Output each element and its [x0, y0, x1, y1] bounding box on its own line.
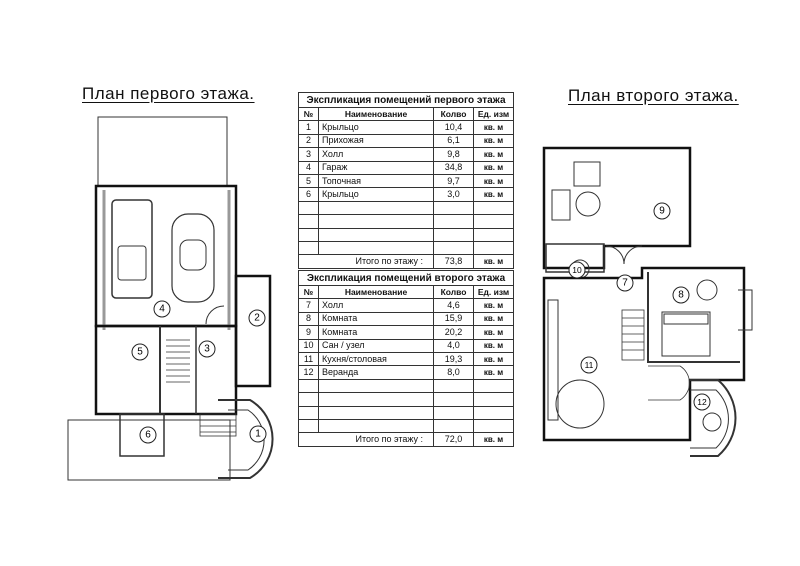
col-header-unit: Ед. изм	[474, 108, 514, 121]
room-marker-5	[132, 344, 148, 360]
row-name: Холл	[319, 148, 434, 161]
row-amount: 4,6	[434, 299, 474, 312]
row-unit: кв. м	[474, 134, 514, 147]
room-marker-4	[154, 301, 170, 317]
row-number: 6	[299, 188, 319, 201]
row-unit: кв. м	[474, 174, 514, 187]
row-amount: 6,1	[434, 134, 474, 147]
col-header-amount: Колво	[434, 286, 474, 299]
row-number: 11	[299, 352, 319, 365]
row-amount: 15,9	[434, 312, 474, 325]
row-unit: кв. м	[474, 339, 514, 352]
room-number-10: 10	[572, 265, 582, 275]
row-name: Гараж	[319, 161, 434, 174]
room-number-8: 8	[678, 289, 684, 301]
row-number: 3	[299, 148, 319, 161]
row-name: Топочная	[319, 174, 434, 187]
col-header-unit: Ед. изм	[474, 286, 514, 299]
row-number: 1	[299, 121, 319, 134]
room-number-12: 12	[697, 397, 707, 407]
row-amount: 8,0	[434, 366, 474, 379]
col-header-name: Наименование	[319, 108, 434, 121]
total-label: Итого по этажу :	[299, 433, 434, 446]
row-unit: кв. м	[474, 121, 514, 134]
row-unit: кв. м	[474, 326, 514, 339]
room-marker-1	[250, 426, 266, 442]
row-name: Веранда	[319, 366, 434, 379]
room-marker-3	[199, 341, 215, 357]
room-number-5: 5	[137, 346, 143, 358]
row-unit: кв. м	[474, 366, 514, 379]
row-name: Кухня/столовая	[319, 352, 434, 365]
total-value: 73,8	[434, 255, 474, 268]
row-number: 8	[299, 312, 319, 325]
row-number: 4	[299, 161, 319, 174]
first-floor-plan	[68, 117, 273, 480]
room-marker-11	[581, 357, 597, 373]
row-amount: 19,3	[434, 352, 474, 365]
row-amount: 9,8	[434, 148, 474, 161]
table-caption: Экспликация помещений второго этажа	[299, 271, 514, 286]
row-amount: 3,0	[434, 188, 474, 201]
room-marker-12	[694, 394, 710, 410]
row-amount: 20,2	[434, 326, 474, 339]
col-header-amount: Колво	[434, 108, 474, 121]
row-name: Прихожая	[319, 134, 434, 147]
room-marker-8	[673, 287, 689, 303]
row-name: Крыльцо	[319, 188, 434, 201]
row-unit: кв. м	[474, 161, 514, 174]
total-value: 72,0	[434, 433, 474, 446]
second-floor-plan	[544, 148, 752, 456]
room-marker-9	[654, 203, 670, 219]
row-number: 12	[299, 366, 319, 379]
room-number-11: 11	[584, 360, 594, 370]
row-number: 10	[299, 339, 319, 352]
total-unit: кв. м	[474, 433, 514, 446]
row-number: 7	[299, 299, 319, 312]
row-name: Холл	[319, 299, 434, 312]
room-marker-2	[249, 310, 265, 326]
row-amount: 9,7	[434, 174, 474, 187]
room-number-1: 1	[255, 428, 261, 440]
row-number: 2	[299, 134, 319, 147]
col-header-number: №	[299, 286, 319, 299]
row-unit: кв. м	[474, 188, 514, 201]
room-number-6: 6	[145, 429, 151, 441]
row-unit: кв. м	[474, 312, 514, 325]
room-number-9: 9	[659, 205, 665, 217]
total-unit: кв. м	[474, 255, 514, 268]
room-marker-7	[617, 275, 633, 291]
total-label: Итого по этажу :	[299, 255, 434, 268]
row-name: Комната	[319, 326, 434, 339]
row-unit: кв. м	[474, 299, 514, 312]
row-name: Сан / узел	[319, 339, 434, 352]
room-number-4: 4	[159, 303, 165, 315]
row-number: 9	[299, 326, 319, 339]
first-floor-title: План первого этажа.	[82, 84, 255, 103]
room-number-7: 7	[622, 277, 628, 289]
col-header-name: Наименование	[319, 286, 434, 299]
table-caption: Экспликация помещений первого этажа	[299, 93, 514, 108]
row-name: Крыльцо	[319, 121, 434, 134]
row-name: Комната	[319, 312, 434, 325]
room-marker-6	[140, 427, 156, 443]
row-unit: кв. м	[474, 148, 514, 161]
row-number: 5	[299, 174, 319, 187]
room-number-3: 3	[204, 343, 210, 355]
col-header-number: №	[299, 108, 319, 121]
row-unit: кв. м	[474, 352, 514, 365]
room-number-2: 2	[254, 312, 260, 324]
second-floor-title: План второго этажа.	[568, 86, 739, 105]
row-amount: 4,0	[434, 339, 474, 352]
row-amount: 10,4	[434, 121, 474, 134]
room-marker-10	[569, 262, 585, 278]
row-amount: 34,8	[434, 161, 474, 174]
